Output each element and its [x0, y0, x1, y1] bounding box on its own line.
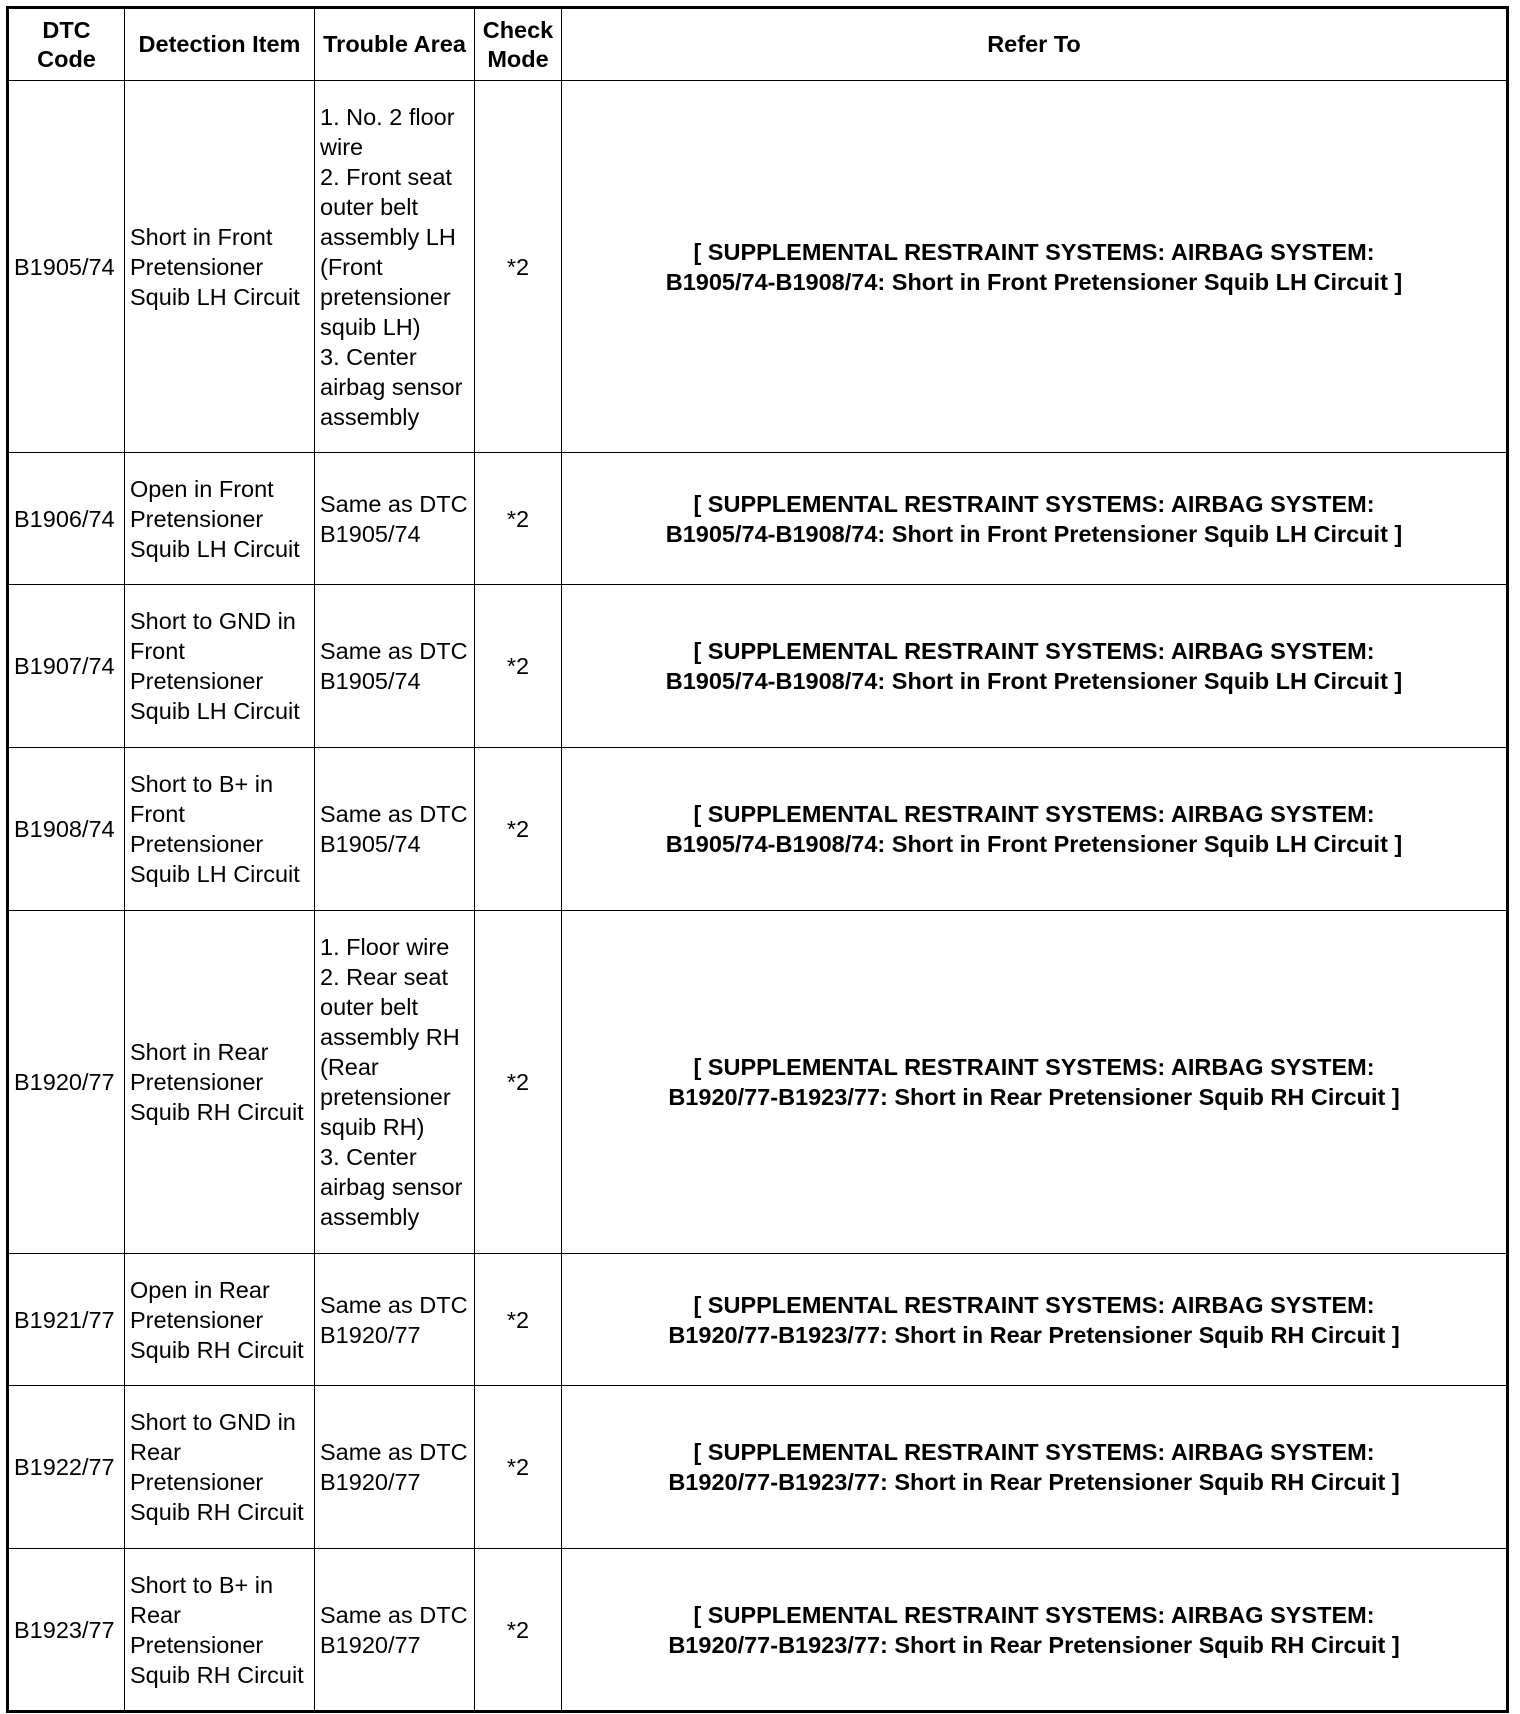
- trouble-area-cell: Same as DTC B1920/77: [315, 1549, 475, 1712]
- check-mode-cell: *2: [475, 81, 562, 453]
- detection-item-cell: Short to GND in Front Pretensioner Squib LH Circuit: [125, 585, 315, 748]
- detection-item-cell: Short to GND in Rear Pretensioner Squib RH Circuit: [125, 1386, 315, 1549]
- refer-to-link[interactable]: [562, 748, 1508, 911]
- refer-to-line-1: [ SUPPLEMENTAL RESTRAINT SYSTEMS: AIRBAG SYSTEM:: [693, 1601, 1375, 1628]
- table-row: [8, 453, 1508, 585]
- refer-to-line-2: B1920/77-B1923/77: Short in Rear Pretensioner Squib RH Circuit ]: [668, 1084, 1400, 1110]
- trouble-area-cell: Same as DTC B1920/77: [315, 1386, 475, 1549]
- dtc-code-cell: B1907/74: [8, 585, 125, 748]
- refer-to-link[interactable]: [562, 1549, 1508, 1712]
- detection-item-cell: Short to B+ in Front Pretensioner Squib LH Circuit: [125, 748, 315, 911]
- refer-to-link[interactable]: [562, 81, 1508, 453]
- refer-to-link[interactable]: [562, 1254, 1508, 1386]
- table-row: [8, 585, 1508, 748]
- header-check-mode: Check Mode: [475, 8, 562, 81]
- header-trouble-area: Trouble Area: [315, 8, 475, 81]
- dtc-code-cell: B1922/77: [8, 1386, 125, 1549]
- detection-item-cell: Short in Rear Pretensioner Squib RH Circuit: [125, 911, 315, 1254]
- dtc-table: [6, 6, 1509, 1713]
- header-row: [8, 8, 1508, 81]
- refer-to-link[interactable]: [562, 453, 1508, 585]
- table-row: [8, 1254, 1508, 1386]
- refer-to-line-2: B1905/74-B1908/74: Short in Front Pretensioner Squib LH Circuit ]: [665, 520, 1403, 547]
- header-dtc-code: DTC Code: [8, 8, 125, 81]
- dtc-code-cell: B1920/77: [8, 911, 125, 1254]
- check-mode-cell: *2: [475, 1549, 562, 1712]
- trouble-area-cell: 1. No. 2 floor wire 2. Front seat outer belt assembly LH (Front pretensioner squib LH) 3. Center airbag sensor assembly: [315, 81, 475, 453]
- dtc-code-cell: B1905/74: [8, 81, 125, 453]
- table-row: [8, 1386, 1508, 1549]
- trouble-area-cell: Same as DTC B1905/74: [315, 585, 475, 748]
- table-row: [8, 81, 1508, 453]
- refer-to-line-2: B1905/74-B1908/74: Short in Front Pretensioner Squib LH Circuit ]: [665, 831, 1403, 857]
- refer-to-link[interactable]: [562, 911, 1508, 1254]
- refer-to-line-2: B1920/77-B1923/77: Short in Rear Pretensioner Squib RH Circuit ]: [668, 1631, 1400, 1658]
- detection-item-cell: Short in Front Pretensioner Squib LH Circuit: [125, 81, 315, 453]
- refer-to-link[interactable]: [562, 1386, 1508, 1549]
- trouble-area-cell: Same as DTC B1920/77: [315, 1254, 475, 1386]
- check-mode-cell: *2: [475, 453, 562, 585]
- dtc-code-cell: B1906/74: [8, 453, 125, 585]
- detection-item-cell: Open in Rear Pretensioner Squib RH Circuit: [125, 1254, 315, 1386]
- table-row: [8, 748, 1508, 911]
- check-mode-cell: *2: [475, 585, 562, 748]
- refer-to-link[interactable]: [562, 585, 1508, 748]
- check-mode-cell: *2: [475, 911, 562, 1254]
- table-row: [8, 1549, 1508, 1712]
- detection-item-cell: Open in Front Pretensioner Squib LH Circuit: [125, 453, 315, 585]
- check-mode-cell: *2: [475, 748, 562, 911]
- trouble-area-cell: 1. Floor wire 2. Rear seat outer belt assembly RH (Rear pretensioner squib RH) 3. Center airbag sensor assembly: [315, 911, 475, 1254]
- dtc-code-cell: B1908/74: [8, 748, 125, 911]
- refer-to-line-1: [ SUPPLEMENTAL RESTRAINT SYSTEMS: AIRBAG SYSTEM:: [693, 238, 1375, 265]
- header-detection-item: Detection Item: [125, 8, 315, 81]
- refer-to-line-2: B1920/77-B1923/77: Short in Rear Pretensioner Squib RH Circuit ]: [668, 1469, 1400, 1495]
- refer-to-line-1: [ SUPPLEMENTAL RESTRAINT SYSTEMS: AIRBAG SYSTEM:: [693, 1291, 1375, 1318]
- detection-item-cell: Short to B+ in Rear Pretensioner Squib RH Circuit: [125, 1549, 315, 1712]
- refer-to-line-1: [ SUPPLEMENTAL RESTRAINT SYSTEMS: AIRBAG SYSTEM:: [693, 490, 1375, 517]
- refer-to-line-1: [ SUPPLEMENTAL RESTRAINT SYSTEMS: AIRBAG SYSTEM:: [693, 1439, 1375, 1465]
- trouble-area-cell: Same as DTC B1905/74: [315, 748, 475, 911]
- table-row: [8, 911, 1508, 1254]
- check-mode-cell: *2: [475, 1254, 562, 1386]
- check-mode-cell: *2: [475, 1386, 562, 1549]
- header-refer-to: Refer To: [562, 8, 1508, 81]
- dtc-code-cell: B1921/77: [8, 1254, 125, 1386]
- refer-to-line-2: B1905/74-B1908/74: Short in Front Pretensioner Squib LH Circuit ]: [665, 668, 1403, 694]
- refer-to-line-1: [ SUPPLEMENTAL RESTRAINT SYSTEMS: AIRBAG SYSTEM:: [693, 638, 1375, 664]
- trouble-area-cell: Same as DTC B1905/74: [315, 453, 475, 585]
- refer-to-line-1: [ SUPPLEMENTAL RESTRAINT SYSTEMS: AIRBAG SYSTEM:: [693, 1054, 1375, 1080]
- refer-to-line-2: B1905/74-B1908/74: Short in Front Pretensioner Squib LH Circuit ]: [665, 268, 1403, 295]
- dtc-code-cell: B1923/77: [8, 1549, 125, 1712]
- refer-to-line-2: B1920/77-B1923/77: Short in Rear Pretensioner Squib RH Circuit ]: [668, 1321, 1400, 1348]
- refer-to-line-1: [ SUPPLEMENTAL RESTRAINT SYSTEMS: AIRBAG SYSTEM:: [693, 801, 1375, 827]
